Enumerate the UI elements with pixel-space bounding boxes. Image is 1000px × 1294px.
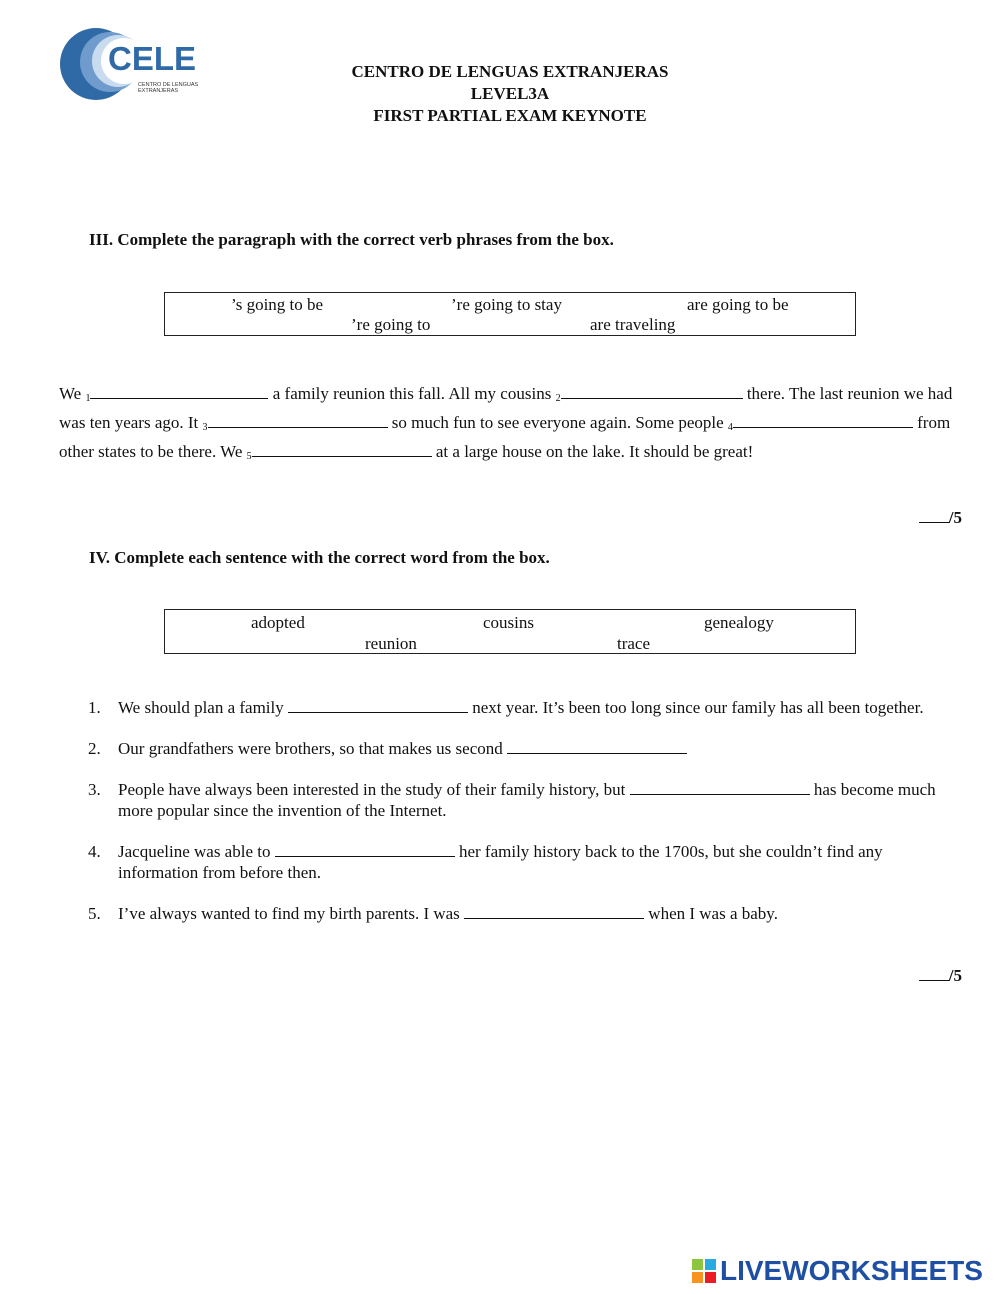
answer-blank-5[interactable]: [252, 442, 432, 457]
question-item: [88, 697, 948, 718]
question-number: 3.: [88, 780, 101, 799]
section-3-paragraph: [59, 381, 964, 468]
word-box-item: ’re going to: [351, 315, 431, 334]
section-4-word-box: [164, 609, 856, 654]
answer-blank-q3[interactable]: [630, 780, 810, 795]
question-text: People have always been interested in the study of their family history, but: [118, 780, 630, 799]
paragraph-text: We: [59, 384, 86, 403]
logo-subtitle: CENTRO DE LENGUAS EXTRANJERAS: [138, 82, 199, 94]
paragraph-text: at a large house on the lake. It should be great!: [431, 442, 754, 461]
question-text: Our grandfathers were brothers, so that makes us second: [118, 739, 507, 758]
question-text: We should plan a family: [118, 698, 289, 717]
word-box-item: ’s going to be: [231, 295, 324, 314]
word-box-item: cousins: [483, 613, 534, 632]
section-4-score: [919, 966, 962, 986]
logo-wordmark: CELE: [108, 40, 197, 77]
question-text: her family history back to the 1700s, but she couldn’t find any information from before then.: [118, 842, 883, 882]
word-box-item: trace: [617, 634, 651, 653]
question-item: [88, 903, 948, 924]
question-text: Jacqueline was able to: [118, 842, 275, 861]
paragraph-text: so much fun to see everyone again. Some people: [387, 413, 728, 432]
blank-number: 5: [246, 451, 252, 462]
question-number: 2.: [88, 739, 101, 758]
question-text: I’ve always wanted to find my birth parents. I was: [118, 904, 465, 923]
paragraph-text: there. The last reunion we had was ten years ago. It: [59, 384, 953, 432]
word-box-item: adopted: [251, 613, 305, 632]
header-level: LEVEL3A: [470, 84, 550, 103]
answer-blank-1[interactable]: [90, 384, 268, 399]
blank-number: 2: [555, 393, 561, 404]
question-text: has become much more popular since the invention of the Internet.: [118, 780, 936, 820]
score-total: /5: [948, 508, 962, 527]
section-4-questions: [88, 697, 948, 944]
score-total: /5: [948, 966, 962, 985]
question-item: [88, 841, 948, 883]
answer-blank-4[interactable]: [733, 413, 913, 428]
question-text: when I was a baby.: [644, 904, 778, 923]
paragraph-text: a family reunion this fall. All my cousins: [268, 384, 556, 403]
word-box-item: genealogy: [704, 613, 774, 632]
blank-number: 4: [727, 422, 733, 433]
paragraph-text: from other states to be there. We: [59, 413, 951, 461]
liveworksheets-icon: [692, 1259, 716, 1283]
answer-blank-q2[interactable]: [507, 739, 687, 754]
answer-blank-3[interactable]: [208, 413, 388, 428]
question-number: 4.: [88, 842, 101, 861]
question-item: [88, 779, 948, 821]
question-number: 1.: [88, 698, 101, 717]
question-item: [88, 738, 948, 759]
header-institution: CENTRO DE LENGUAS EXTRANJERAS: [351, 62, 669, 81]
blank-number: 3: [202, 422, 208, 433]
answer-blank-q4[interactable]: [275, 842, 455, 857]
section-3-title: III. Complete the paragraph with the correct verb phrases from the box.: [89, 230, 614, 249]
header-exam-title: FIRST PARTIAL EXAM KEYNOTE: [373, 106, 647, 125]
blank-number: 1: [85, 393, 91, 404]
score-blank[interactable]: [919, 966, 949, 981]
answer-blank-q5[interactable]: [464, 904, 644, 919]
answer-blank-2[interactable]: [561, 384, 743, 399]
liveworksheets-brand: LIVEWORKSHEETS: [720, 1255, 983, 1286]
score-blank[interactable]: [919, 508, 949, 523]
section-4-title: IV. Complete each sentence with the correct word from the box.: [89, 548, 550, 567]
word-box-item: are going to be: [687, 295, 789, 314]
question-number: 5.: [88, 904, 101, 923]
answer-blank-q1[interactable]: [288, 698, 468, 713]
word-box-item: reunion: [365, 634, 417, 653]
section-3-word-box: [164, 292, 856, 336]
word-box-item: ’re going to stay: [451, 295, 562, 314]
section-3-score: [919, 508, 962, 528]
question-text: next year. It’s been too long since our family has all been together.: [468, 698, 924, 717]
word-box-item: are traveling: [590, 315, 676, 334]
